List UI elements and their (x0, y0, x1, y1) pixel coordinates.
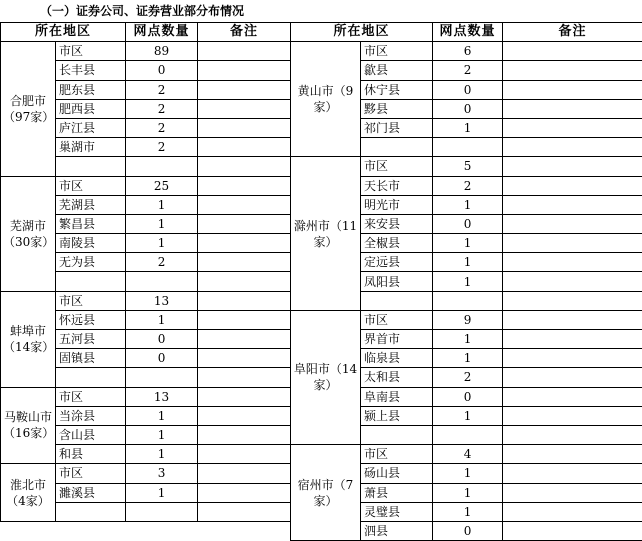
district-cell: 庐江县 (56, 118, 126, 137)
count-cell: 1 (433, 406, 503, 425)
district-cell: 来安县 (361, 214, 433, 233)
remark-cell (198, 272, 291, 291)
remark-cell (198, 118, 291, 137)
district-cell (56, 272, 126, 291)
district-cell: 怀远县 (56, 310, 126, 329)
remark-cell (503, 195, 642, 214)
page-title: （一）证券公司、证券营业部分布情况 (0, 0, 642, 22)
district-cell: 祁门县 (361, 118, 433, 137)
remark-cell (198, 368, 291, 387)
district-cell: 濉溪县 (56, 483, 126, 502)
right-distribution-table (290, 22, 642, 541)
city-cell: 合肥市（97家） (1, 42, 56, 176)
count-cell (126, 157, 198, 176)
count-cell: 2 (126, 118, 198, 137)
count-cell (126, 502, 198, 521)
remark-cell (503, 445, 642, 464)
left-distribution-table (0, 22, 291, 522)
header-count: 网点数量 (433, 23, 503, 42)
district-cell: 无为县 (56, 253, 126, 272)
district-cell (56, 368, 126, 387)
district-cell: 泗县 (361, 521, 433, 540)
remark-cell (198, 291, 291, 310)
count-cell: 3 (126, 464, 198, 483)
district-cell: 定远县 (361, 253, 433, 272)
remark-cell (503, 310, 642, 329)
table-row (291, 42, 642, 61)
remark-cell (503, 349, 642, 368)
table-row (1, 291, 291, 310)
count-cell: 1 (433, 502, 503, 521)
count-cell: 13 (126, 291, 198, 310)
count-cell: 1 (433, 464, 503, 483)
district-cell: 灵璧县 (361, 502, 433, 521)
remark-cell (503, 502, 642, 521)
remark-cell (503, 368, 642, 387)
district-cell: 含山县 (56, 425, 126, 444)
district-cell: 肥东县 (56, 80, 126, 99)
count-cell: 5 (433, 157, 503, 176)
count-cell: 1 (126, 214, 198, 233)
count-cell (126, 368, 198, 387)
district-cell: 市区 (56, 176, 126, 195)
table-row (1, 176, 291, 195)
count-cell (433, 291, 503, 310)
remark-cell (503, 272, 642, 291)
count-cell: 2 (126, 99, 198, 118)
count-cell: 1 (126, 310, 198, 329)
district-cell: 市区 (361, 445, 433, 464)
count-cell: 0 (433, 521, 503, 540)
header-remark: 备注 (198, 23, 291, 42)
count-cell: 1 (433, 272, 503, 291)
remark-cell (198, 425, 291, 444)
remark-cell (503, 483, 642, 502)
district-cell: 肥西县 (56, 99, 126, 118)
count-cell: 1 (433, 483, 503, 502)
remark-cell (503, 521, 642, 540)
table-row (1, 464, 291, 483)
remark-cell (198, 502, 291, 521)
remark-cell (198, 176, 291, 195)
remark-cell (198, 214, 291, 233)
count-cell: 1 (126, 425, 198, 444)
count-cell: 0 (433, 387, 503, 406)
count-cell: 4 (433, 445, 503, 464)
remark-cell (198, 195, 291, 214)
count-cell: 2 (126, 80, 198, 99)
district-cell: 和县 (56, 445, 126, 464)
district-cell: 黟县 (361, 99, 433, 118)
count-cell: 2 (433, 176, 503, 195)
count-cell: 1 (433, 253, 503, 272)
remark-cell (503, 61, 642, 80)
count-cell: 0 (126, 349, 198, 368)
remark-cell (503, 157, 642, 176)
count-cell (433, 425, 503, 444)
table-row (1, 42, 291, 61)
remark-cell (198, 445, 291, 464)
district-cell: 休宁县 (361, 80, 433, 99)
count-cell: 2 (433, 61, 503, 80)
count-cell: 0 (433, 214, 503, 233)
district-cell: 阜南县 (361, 387, 433, 406)
district-cell (56, 502, 126, 521)
remark-cell (198, 387, 291, 406)
remark-cell (198, 406, 291, 425)
count-cell (126, 272, 198, 291)
district-cell: 临泉县 (361, 349, 433, 368)
header-region: 所在地区 (291, 23, 433, 42)
header-region: 所在地区 (1, 23, 126, 42)
remark-cell (198, 310, 291, 329)
district-cell: 萧县 (361, 483, 433, 502)
district-cell: 市区 (56, 42, 126, 61)
header-row (291, 23, 642, 42)
count-cell: 1 (433, 234, 503, 253)
remark-cell (503, 80, 642, 99)
count-cell: 1 (433, 349, 503, 368)
remark-cell (503, 464, 642, 483)
count-cell: 0 (433, 99, 503, 118)
count-cell (433, 138, 503, 157)
count-cell: 0 (126, 61, 198, 80)
count-cell: 1 (433, 195, 503, 214)
remark-cell (198, 80, 291, 99)
count-cell: 13 (126, 387, 198, 406)
table-row (291, 310, 642, 329)
city-cell: 马鞍山市（16家） (1, 387, 56, 464)
remark-cell (198, 234, 291, 253)
district-cell: 巢湖市 (56, 138, 126, 157)
district-cell: 市区 (56, 464, 126, 483)
district-cell: 市区 (56, 387, 126, 406)
remark-cell (503, 253, 642, 272)
city-cell: 滁州市（11家） (291, 157, 361, 311)
count-cell: 9 (433, 310, 503, 329)
header-row (1, 23, 291, 42)
district-cell: 砀山县 (361, 464, 433, 483)
remark-cell (198, 253, 291, 272)
district-cell: 凤阳县 (361, 272, 433, 291)
city-cell: 蚌埠市（14家） (1, 291, 56, 387)
remark-cell (198, 42, 291, 61)
count-cell: 1 (126, 195, 198, 214)
remark-cell (503, 330, 642, 349)
district-cell: 市区 (361, 310, 433, 329)
header-count: 网点数量 (126, 23, 198, 42)
city-cell: 淮北市（4家） (1, 464, 56, 522)
count-cell: 1 (433, 330, 503, 349)
district-cell (361, 138, 433, 157)
remark-cell (198, 138, 291, 157)
district-cell: 当涂县 (56, 406, 126, 425)
count-cell: 2 (433, 368, 503, 387)
district-cell: 长丰县 (56, 61, 126, 80)
district-cell: 太和县 (361, 368, 433, 387)
table-row (1, 387, 291, 406)
district-cell: 南陵县 (56, 234, 126, 253)
count-cell: 1 (433, 118, 503, 137)
remark-cell (503, 99, 642, 118)
remark-cell (198, 157, 291, 176)
district-cell (56, 157, 126, 176)
district-cell: 市区 (56, 291, 126, 310)
district-cell: 五河县 (56, 330, 126, 349)
district-cell: 芜湖县 (56, 195, 126, 214)
district-cell (361, 425, 433, 444)
city-cell: 芜湖市（30家） (1, 176, 56, 291)
header-remark: 备注 (503, 23, 642, 42)
remark-cell (198, 483, 291, 502)
remark-cell (503, 406, 642, 425)
city-cell: 阜阳市（14家） (291, 310, 361, 444)
district-cell (361, 291, 433, 310)
table-row (291, 445, 642, 464)
remark-cell (503, 214, 642, 233)
remark-cell (198, 330, 291, 349)
count-cell: 0 (433, 80, 503, 99)
remark-cell (198, 349, 291, 368)
remark-cell (503, 425, 642, 444)
remark-cell (503, 291, 642, 310)
district-cell: 天长市 (361, 176, 433, 195)
count-cell: 2 (126, 138, 198, 157)
remark-cell (503, 138, 642, 157)
district-cell: 界首市 (361, 330, 433, 349)
remark-cell (503, 42, 642, 61)
district-cell: 明光市 (361, 195, 433, 214)
remark-cell (503, 387, 642, 406)
count-cell: 1 (126, 445, 198, 464)
district-cell: 颍上县 (361, 406, 433, 425)
table-row (291, 157, 642, 176)
city-cell: 宿州市（7家） (291, 445, 361, 541)
count-cell: 1 (126, 234, 198, 253)
remark-cell (198, 61, 291, 80)
count-cell: 1 (126, 483, 198, 502)
district-cell: 繁昌县 (56, 214, 126, 233)
district-cell: 固镇县 (56, 349, 126, 368)
remark-cell (503, 118, 642, 137)
count-cell: 1 (126, 406, 198, 425)
district-cell: 歙县 (361, 61, 433, 80)
count-cell: 25 (126, 176, 198, 195)
district-cell: 市区 (361, 157, 433, 176)
district-cell: 市区 (361, 42, 433, 61)
count-cell: 0 (126, 330, 198, 349)
count-cell: 89 (126, 42, 198, 61)
remark-cell (503, 234, 642, 253)
remark-cell (503, 176, 642, 195)
district-cell: 全椒县 (361, 234, 433, 253)
count-cell: 2 (126, 253, 198, 272)
city-cell: 黄山市（9家） (291, 42, 361, 157)
remark-cell (198, 99, 291, 118)
count-cell: 6 (433, 42, 503, 61)
remark-cell (198, 464, 291, 483)
